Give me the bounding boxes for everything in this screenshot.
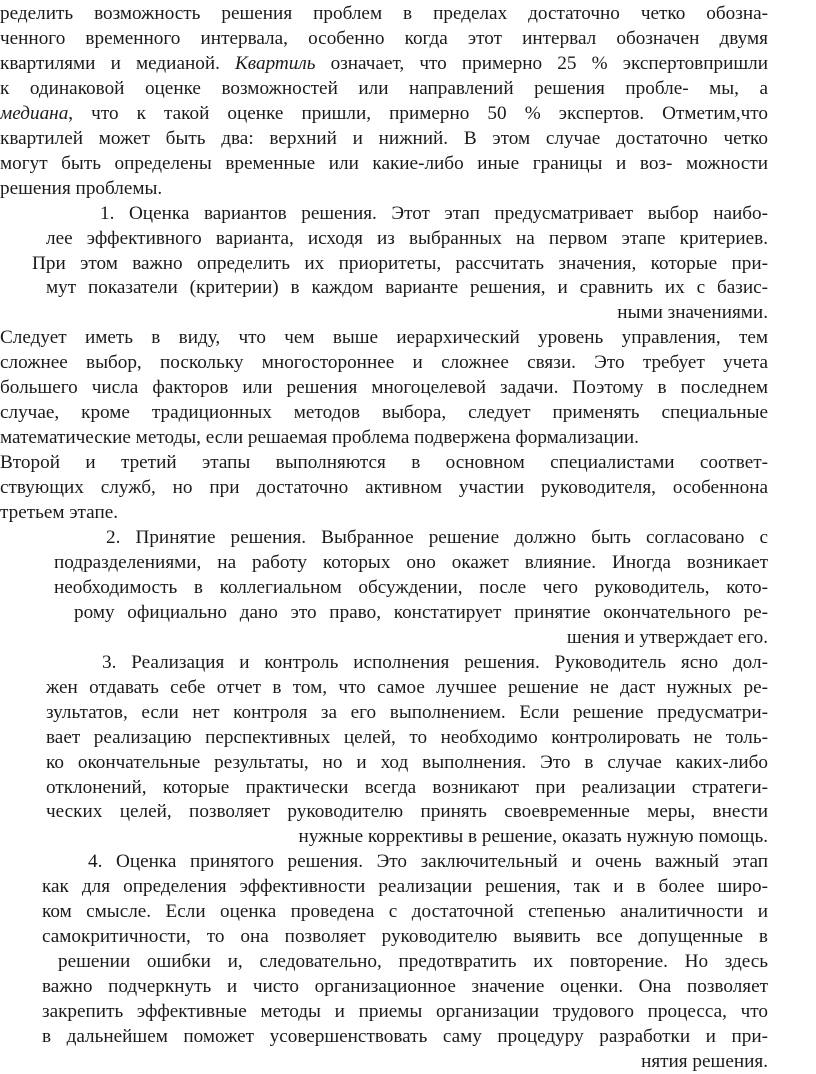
list-item-2-line: рому официально дано это право, констатирует принятие окончательного ре- [74, 602, 768, 623]
text-line: Следует иметь в виду, что чем выше иерархический уровень управления, тем [0, 327, 768, 348]
list-item-2-line: 2. Принятие решения. Выбранное решение должно быть согласовано с [106, 527, 768, 548]
text-line: квартилей может быть два: верхний и нижний. В этом случае достаточно четко [0, 128, 768, 149]
list-item-3-line: ческих целей, позволяет руководителю принять своевременные меры, внести [46, 801, 768, 822]
text-line: сложнее выбор, поскольку многостороннее и сложнее связи. Это требует учета [0, 352, 768, 373]
list-item-4-line: решении ошибки и, следовательно, предотвратить их повторение. Но здесь [58, 951, 768, 972]
text-segment: квартилями и медианой. [0, 53, 236, 74]
list-item-4-line: в дальнейшем поможет усовершенствовать саму процедуру разработки и при- [42, 1026, 768, 1047]
text-segment: означает, что примерно 25 % экспертовпришли [315, 53, 768, 74]
list-item-2-line: шения и утверждает его. [566, 627, 768, 648]
text-line: ствующих служб, но при достаточно активном участии руководителя, особеннона [0, 477, 768, 498]
list-item-4-line: важно подчеркнуть и чисто организационное значение оценки. Она позволяет [42, 976, 768, 997]
text-line: ченного временного интервала, особенно когда этот интервал обозначен двумя [0, 28, 768, 49]
text-line: Второй и третий этапы выполняются в основном специалистами соответ- [0, 452, 768, 473]
list-item-3-line: нужные коррективы в решение, оказать нужную помощь. [298, 826, 768, 847]
list-item-1-line: ными значениями. [617, 302, 768, 323]
list-item-1-line: 1. Оценка вариантов решения. Этот этап предусматривает выбор наибо- [100, 203, 768, 224]
list-item-3-line: отклонений, которые практически всегда возникают при реализации стратеги- [46, 777, 768, 798]
list-item-3-line: 3. Реализация и контроль исполнения решения. Руководитель ясно дол- [102, 652, 768, 673]
text-line: ределить возможность решения проблем в пределах достаточно четко обозна- [0, 3, 768, 24]
list-item-4-line: ком смысле. Если оценка проведена с достаточной степенью аналитичности и [42, 901, 768, 922]
list-item-2-line: необходимость в коллегиальном обсуждении, после чего руководитель, кото- [54, 577, 768, 598]
list-item-3-line: ко окончательные результаты, но и ход выполнения. Это в случае каких-либо [46, 752, 768, 773]
list-item-3-line: зультатов, если нет контроля за его выполнением. Если решение предусматри- [46, 702, 768, 723]
text-line-with-term [0, 52, 768, 76]
list-item-4-line: самокритичности, то она позволяет руководителю выявить все допущенные в [42, 926, 768, 947]
text-line: большего числа факторов или решения многоцелевой задачи. Поэтому в последнем [0, 377, 768, 398]
text-line: математические методы, если решаемая проблема подвержена формализации. [0, 427, 639, 448]
list-item-1-line: мут показатели (критерии) в каждом варианте решения, и сравнить их с базис- [46, 277, 768, 298]
list-item-2-line: подразделениями, на работу которых оно окажет влияние. Иногда возникает [54, 552, 768, 573]
list-item-1-line: лее эффективного варианта, исходя из выбранных на первом этапе критериев. [46, 228, 768, 249]
term-median: медиана [0, 103, 69, 124]
list-item-4-line: нятия решения. [641, 1051, 768, 1072]
text-line: случае, кроме традиционных методов выбора, следует применять специальные [0, 402, 768, 423]
list-item-1-line: При этом важно определить их приоритеты, рассчитать значения, которые при- [32, 253, 768, 274]
text-line: третьем этапе. [0, 502, 119, 523]
text-line: могут быть определены временные или какие-либо иные границы и воз- можности [0, 153, 768, 174]
list-item-4-line: как для определения эффективности реализации решения, так и в более широ- [42, 876, 768, 897]
list-item-4-line: закрепить эффективные методы и приемы организации трудового процесса, что [42, 1001, 768, 1022]
text-line: решения проблемы. [0, 178, 163, 199]
list-item-3-line: вает реализацию перспективных целей, то необходимо контролировать не толь- [46, 727, 768, 748]
list-item-3-line: жен отдавать себе отчет в том, что самое лучшее решение не даст нужных ре- [46, 677, 768, 698]
list-item-4-line: 4. Оценка принятого решения. Это заключительный и очень важный этап [88, 851, 768, 872]
text-segment: , что к такой оценке пришли, примерно 50 % экспертов. Отметим,что [68, 103, 768, 124]
text-line-with-term [0, 102, 768, 126]
text-line: к одинаковой оценке возможностей или направлений решения пробле- мы, а [0, 78, 768, 99]
term-quartile: Квартиль [235, 53, 316, 74]
